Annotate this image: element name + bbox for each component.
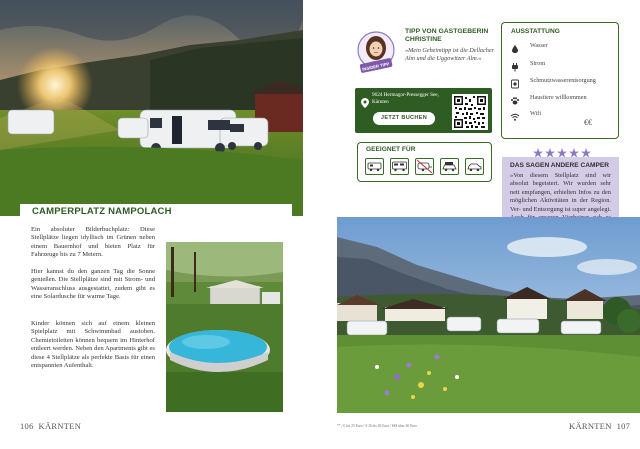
body-paragraph-1: Ein absoluter Bilderbuchplatz: Diese Stellplätze liegen idyllisch im Grünen neben einem Bauernhof und bieten Platz für Fahrzeuge bis zu 7 Metern. bbox=[31, 226, 155, 259]
car-tent-icon bbox=[440, 158, 459, 175]
host-tip-heading: TIPP VON GASTGEBERIN CHRISTINE bbox=[405, 28, 489, 43]
waste-water-icon bbox=[510, 76, 520, 86]
hero-photo-camper-meadow bbox=[0, 0, 303, 216]
insider-tip-badge: INSIDER TIPP bbox=[361, 61, 390, 72]
wifi-icon bbox=[510, 109, 520, 119]
equipment-item-pets: Haustiere willkommen bbox=[530, 94, 587, 101]
footer-right bbox=[569, 421, 630, 431]
body-paragraph-2: Hier kannst du den ganzen Tag die Sonne genießen. Die Stellplätze sind mit Strom- und Wasseranschluss ausgestattet, zudem gibt es eine Solardusche für warme Tage. bbox=[31, 268, 155, 301]
region-right: KÄRNTEN bbox=[569, 421, 612, 431]
book-now-button[interactable]: JETZT BUCHEN bbox=[373, 112, 435, 125]
footer-left bbox=[20, 421, 81, 431]
price-level: €€ bbox=[584, 118, 592, 127]
equipment-item-power: Strom bbox=[530, 60, 546, 67]
car-icon bbox=[465, 158, 484, 175]
page-number-left: 106 bbox=[20, 421, 34, 431]
host-tip-quote: »Mein Geheimtipp ist die Dellacher Alm und die Uggowitzer Alm.« bbox=[405, 47, 495, 62]
price-legend-note: ** / € bis 25 Euro / € 26 bis 40 Euro / €€€ über 40 Euro bbox=[337, 424, 418, 428]
location-pin-icon bbox=[361, 95, 369, 105]
suitable-for-heading: GEEIGNET FÜR bbox=[366, 146, 416, 153]
location-address: 9624 Hermagor-Pressegger See, Kärnten bbox=[372, 92, 439, 105]
review-text: »Von diesem Stellplatz sind wir absolut begeistert. Wir wurden sehr nett empfangen, erhielten Infos zu den möglichen Aktivitäten in der Region. Ver- und Entsorgung ist super angelegt. bbox=[510, 172, 611, 213]
body-paragraph-3: Kinder können sich auf einem kleinen Spielplatz mit Schwimmbad austoben. Chemietoiletten können bequem im Hinterhof entleert werden. Neben den Apartments gibt es diese 4 Stellplätze als perfekte Basis für einen entspannten Aufenthalt. bbox=[31, 320, 155, 370]
qr-code[interactable] bbox=[452, 94, 488, 130]
page-title: CAMPERPLATZ NAMPOLACH bbox=[32, 206, 172, 217]
equipment-heading: AUSSTATTUNG bbox=[511, 28, 560, 35]
equipment-item-waste-water: Schmutzwasserentsorgung bbox=[530, 77, 596, 84]
equipment-item-wifi: Wifi bbox=[530, 110, 542, 117]
camper-van-icon bbox=[365, 158, 384, 175]
mountain-village-photo bbox=[337, 217, 640, 413]
pool-photo bbox=[166, 242, 283, 412]
page-number-right: 107 bbox=[616, 421, 631, 431]
equipment-item-water: Wasser bbox=[530, 42, 548, 49]
review-heading: DAS SAGEN ANDERE CAMPER bbox=[510, 162, 610, 169]
rating-stars bbox=[533, 145, 593, 155]
water-drop-icon bbox=[510, 41, 520, 51]
paw-icon bbox=[510, 93, 520, 103]
power-plug-icon bbox=[510, 59, 520, 69]
region-left: KÄRNTEN bbox=[38, 421, 82, 431]
caravan-crossed-icon bbox=[415, 158, 434, 175]
motorhome-icon bbox=[390, 158, 409, 175]
